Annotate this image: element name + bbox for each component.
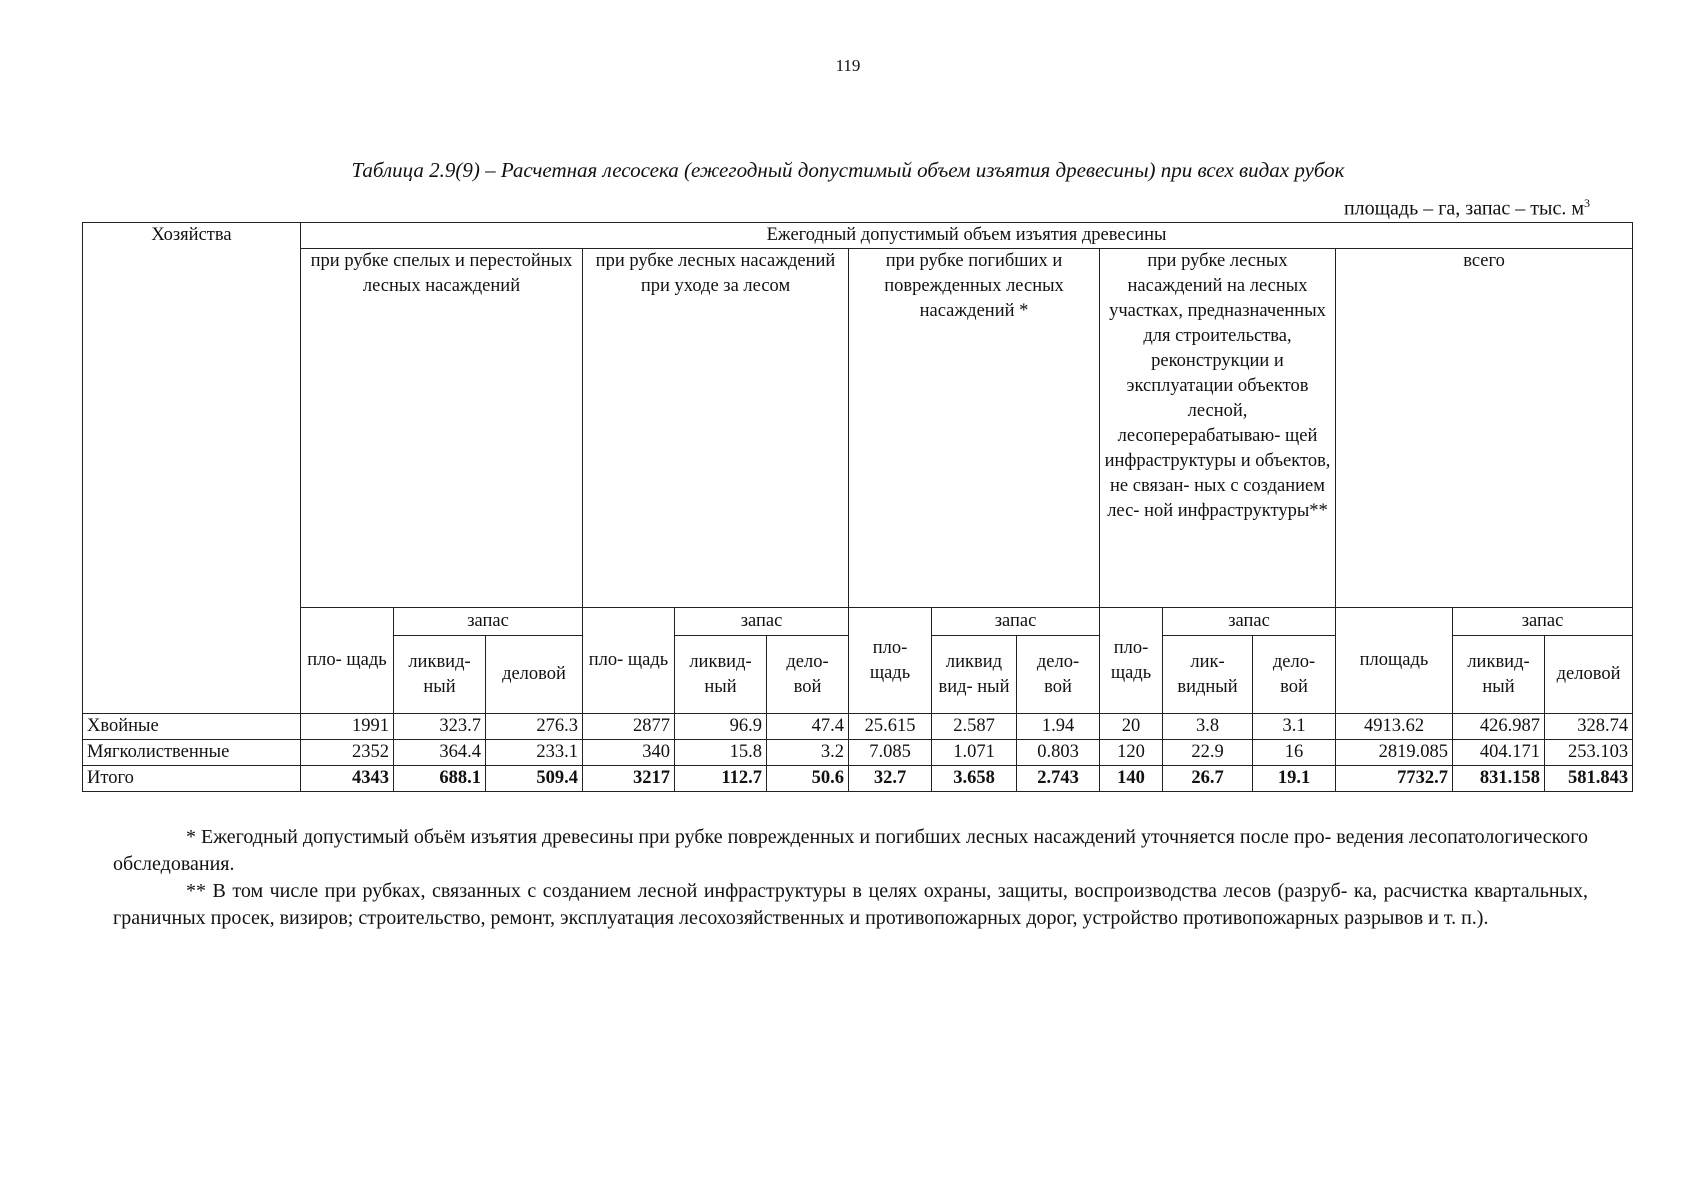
cell: 7.085 bbox=[849, 740, 932, 766]
cell: 26.7 bbox=[1163, 766, 1253, 792]
table-row bbox=[83, 714, 1633, 740]
cell: 25.615 bbox=[849, 714, 932, 740]
cell: 3217 bbox=[583, 766, 675, 792]
cell: 0.803 bbox=[1017, 740, 1100, 766]
col-main-header: Ежегодный допустимый объем изъятия древесины bbox=[301, 223, 1633, 249]
units-superscript: 3 bbox=[1584, 196, 1590, 210]
cell: 1991 bbox=[301, 714, 394, 740]
cell: 581.843 bbox=[1545, 766, 1633, 792]
cell: 112.7 bbox=[675, 766, 767, 792]
g3-business-header: дело- вой bbox=[1017, 636, 1100, 714]
cell: 233.1 bbox=[486, 740, 583, 766]
cell: 19.1 bbox=[1253, 766, 1336, 792]
footnote-damaged: * Ежегодный допустимый объём изъятия древесины при рубке поврежденных и погибших лесных насаждений уточняется после про- ведения лесопатологического обследования. bbox=[113, 826, 1588, 875]
logging-volume-table bbox=[82, 222, 1633, 792]
cell: 404.171 bbox=[1453, 740, 1545, 766]
cell: 328.74 bbox=[1545, 714, 1633, 740]
group-header-damaged: при рубке погибших и поврежденных лесных насаждений * bbox=[849, 249, 1100, 608]
cell: 16 bbox=[1253, 740, 1336, 766]
cell: 7732.7 bbox=[1336, 766, 1453, 792]
g5-business-header: деловой bbox=[1545, 636, 1633, 714]
row-name: Хвойные bbox=[83, 714, 301, 740]
cell: 140 bbox=[1100, 766, 1163, 792]
table-row-total bbox=[83, 766, 1633, 792]
g4-liquid-header: лик- видный bbox=[1163, 636, 1253, 714]
cell: 1.94 bbox=[1017, 714, 1100, 740]
group-header-total: всего bbox=[1336, 249, 1633, 608]
cell: 20 bbox=[1100, 714, 1163, 740]
cell: 4343 bbox=[301, 766, 394, 792]
table-caption: Таблица 2.9(9) – Расчетная лесосека (ежегодный допустимый объем изъятия древесины) при всех видах рубок bbox=[351, 158, 1345, 182]
cell: 32.7 bbox=[849, 766, 932, 792]
g4-stock-header: запас bbox=[1163, 608, 1336, 636]
cell: 364.4 bbox=[394, 740, 486, 766]
cell: 2.587 bbox=[932, 714, 1017, 740]
cell: 3.8 bbox=[1163, 714, 1253, 740]
g1-area-header: пло- щадь bbox=[301, 608, 394, 714]
cell: 50.6 bbox=[767, 766, 849, 792]
g1-liquid-header: ликвид- ный bbox=[394, 636, 486, 714]
cell: 323.7 bbox=[394, 714, 486, 740]
g1-business-header: деловой bbox=[486, 636, 583, 714]
g4-business-header: дело- вой bbox=[1253, 636, 1336, 714]
table-row bbox=[83, 740, 1633, 766]
footnote-infrastructure: ** В том числе при рубках, связанных с созданием лесной инфраструктуры в целях охраны, защиты, воспроизводства лесов (разруб- ка, расчистка квартальных, граничных просек, визиров; строительство, ремонт, эксплуатация лесохозяйственных и противопожарных дорог, устройство противопожарных разрывов и т. п.). bbox=[113, 880, 1588, 929]
g4-area-header: пло- щадь bbox=[1100, 608, 1163, 714]
cell: 253.103 bbox=[1545, 740, 1633, 766]
cell: 426.987 bbox=[1453, 714, 1545, 740]
cell: 688.1 bbox=[394, 766, 486, 792]
cell: 120 bbox=[1100, 740, 1163, 766]
g5-stock-header: запас bbox=[1453, 608, 1633, 636]
cell: 3.2 bbox=[767, 740, 849, 766]
g2-area-header: пло- щадь bbox=[583, 608, 675, 714]
cell: 276.3 bbox=[486, 714, 583, 740]
g5-area-header: площадь bbox=[1336, 608, 1453, 714]
g3-area-header: пло- щадь bbox=[849, 608, 932, 714]
g2-stock-header: запас bbox=[675, 608, 849, 636]
g5-liquid-header: ликвид- ный bbox=[1453, 636, 1545, 714]
g3-stock-header: запас bbox=[932, 608, 1100, 636]
g3-liquid-header: ликвид вид- ный bbox=[932, 636, 1017, 714]
group-header-care: при рубке лесных насаждений при уходе за лесом bbox=[583, 249, 849, 608]
cell: 96.9 bbox=[675, 714, 767, 740]
cell: 2877 bbox=[583, 714, 675, 740]
g2-business-header: дело- вой bbox=[767, 636, 849, 714]
page-number: 119 bbox=[835, 56, 861, 75]
cell: 2819.085 bbox=[1336, 740, 1453, 766]
cell: 4913.62 bbox=[1336, 714, 1453, 740]
units-text: площадь – га, запас – тыс. м bbox=[1343, 197, 1584, 220]
cell: 509.4 bbox=[486, 766, 583, 792]
cell: 340 bbox=[583, 740, 675, 766]
cell: 3.658 bbox=[932, 766, 1017, 792]
group-header-construction: при рубке лесных насаждений на лесных участках, предназначенных для строительства, реконструкции и эксплуатации объектов лесной, лесоперерабатываю- щей инфраструктуры и объектов, не связан- ных с созданием лес- ной инфраструктуры** bbox=[1100, 249, 1336, 608]
group-header-mature: при рубке спелых и перестойных лесных насаждений bbox=[301, 249, 583, 608]
cell: 1.071 bbox=[932, 740, 1017, 766]
footnotes bbox=[113, 824, 1588, 932]
cell: 3.1 bbox=[1253, 714, 1336, 740]
cell: 22.9 bbox=[1163, 740, 1253, 766]
row-name: Мягколиственные bbox=[83, 740, 301, 766]
cell: 47.4 bbox=[767, 714, 849, 740]
g1-stock-header: запас bbox=[394, 608, 583, 636]
col-farms-header: Хозяйства bbox=[83, 223, 301, 714]
cell: 831.158 bbox=[1453, 766, 1545, 792]
cell: 2.743 bbox=[1017, 766, 1100, 792]
units-note bbox=[1100, 196, 1590, 221]
cell: 15.8 bbox=[675, 740, 767, 766]
g2-liquid-header: ликвид- ный bbox=[675, 636, 767, 714]
row-name: Итого bbox=[83, 766, 301, 792]
cell: 2352 bbox=[301, 740, 394, 766]
